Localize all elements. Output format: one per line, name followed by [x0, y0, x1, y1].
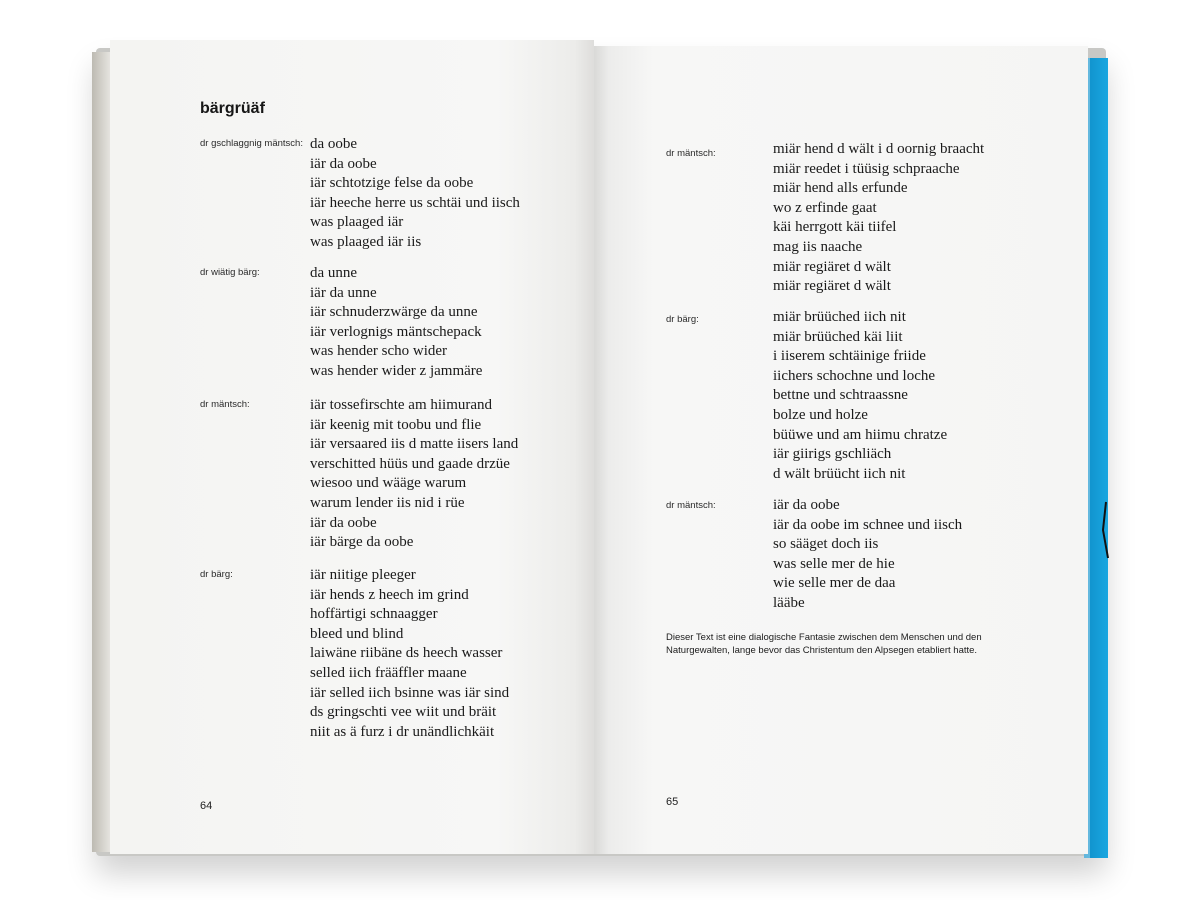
verse-line: was plaaged iär	[310, 214, 404, 231]
verse-line: iär heeche herre us schtäi und iisch	[310, 194, 520, 211]
verse-line: ds gringschti vee wiit und bräit	[310, 704, 497, 721]
verse-line: was selle mer de hie	[773, 555, 895, 572]
verse-line: miär regiäret d wält	[773, 278, 891, 295]
verse-line: was hender wider z jammäre	[310, 362, 483, 379]
verse-line: mag iis naache	[773, 238, 863, 255]
cover-mark-decoration	[1100, 500, 1110, 560]
verse-line: büüwe und am hiimu chratze	[773, 426, 948, 443]
verse-line: iär versaared iis d matte iisers land	[310, 436, 519, 453]
page-block-edge	[92, 52, 112, 852]
verse-line: iär da oobe	[310, 155, 377, 172]
verse-line: verschitted hüüs und gaade drzüe	[310, 455, 510, 472]
verse-line: d wält brüücht iich nit	[773, 465, 906, 482]
verse-line: wie selle mer de daa	[773, 575, 896, 592]
verse-line: hoffärtigi schnaagger	[310, 606, 438, 623]
verse-line: iär niitige pleeger	[310, 567, 416, 583]
verse-line: miär hend alls erfunde	[773, 180, 908, 197]
verse-line: wiesoo und wääge warum	[310, 475, 467, 492]
page-number-right: 65	[666, 796, 679, 808]
verse-line: iär bärge da oobe	[310, 534, 414, 551]
stanza-lines	[773, 140, 984, 297]
verse-line: iär da oobe	[773, 497, 840, 513]
speaker-label: dr wiätig bärg:	[200, 267, 260, 278]
verse-line: iär giirigs gschliäch	[773, 446, 892, 463]
verse-line: laiwäne riibäne ds heech wasser	[310, 645, 503, 662]
poem-title: bärgrüäf	[200, 100, 265, 117]
stanza-lines	[310, 135, 520, 253]
verse-line: miär brüüched käi liit	[773, 328, 903, 345]
verse-line: iär verlognigs mäntschepack	[310, 323, 482, 340]
verse-line: miär brüüched iich nit	[773, 309, 906, 325]
verse-line: so sääget doch iis	[773, 536, 879, 553]
verse-line: miär regiäret d wält	[773, 258, 891, 275]
verse-line: bolze und holze	[773, 406, 868, 423]
footnote: Dieser Text ist eine dialogische Fantasie zwischen dem Menschen und den Naturgewalten, lange bevor das Christentum den Alpsegen etabliert hatte.	[666, 632, 982, 656]
verse-line: iär schtotzige felse da oobe	[310, 175, 474, 192]
verse-line: käi herrgott käi tiifel	[773, 219, 897, 236]
verse-line: i iiserem schtäinige friide	[773, 348, 926, 365]
verse-line: miär reedet i tüüsig schpraache	[773, 160, 960, 177]
verse-line: iär tossefirschte am hiimurand	[310, 397, 493, 413]
speaker-label: dr bärg:	[200, 569, 233, 580]
verse-line: was hender scho wider	[310, 343, 448, 360]
speaker-label: dr mäntsch:	[200, 399, 250, 410]
verse-line: iär keenig mit toobu und flie	[310, 416, 482, 433]
speaker-label: dr mäntsch:	[666, 500, 716, 511]
verse-line: warum lender iis nid i rüe	[310, 494, 465, 511]
verse-line: niit as ä furz i dr unändlichkäit	[310, 723, 495, 740]
stanza-lines	[310, 264, 482, 382]
verse-line: miär hend d wält i d oornig braacht	[773, 141, 985, 157]
verse-line: iär da oobe im schnee und iisch	[773, 516, 963, 533]
stanza-lines	[310, 566, 509, 742]
verse-line: lääbe	[773, 594, 805, 611]
verse-line: iär hends z heech im grind	[310, 586, 469, 603]
verse-line: bleed und blind	[310, 625, 404, 642]
stanza-lines	[310, 396, 518, 553]
verse-line: selled iich frääffler maane	[310, 664, 467, 681]
verse-line: wo z erfinde gaat	[773, 199, 877, 216]
speaker-label: dr gschlaggnig mäntsch:	[200, 138, 303, 149]
verse-line: iär da oobe	[310, 514, 377, 531]
speaker-label: dr bärg:	[666, 314, 699, 325]
verse-line: iär selled iich bsinne was iär sind	[310, 684, 510, 701]
speaker-label: dr mäntsch:	[666, 148, 716, 159]
verse-line: da oobe	[310, 136, 358, 152]
verse-line: iär da unne	[310, 284, 377, 301]
verse-line: iichers schochne und loche	[773, 367, 936, 384]
verse-line: iär schnuderzwärge da unne	[310, 304, 478, 321]
stanza-lines	[773, 496, 962, 614]
verse-line: da unne	[310, 265, 358, 281]
verse-line: was plaaged iär iis	[310, 233, 422, 250]
verse-line: bettne und schtraassne	[773, 387, 908, 404]
page-number-left: 64	[200, 800, 213, 812]
stanza-lines	[773, 308, 947, 484]
